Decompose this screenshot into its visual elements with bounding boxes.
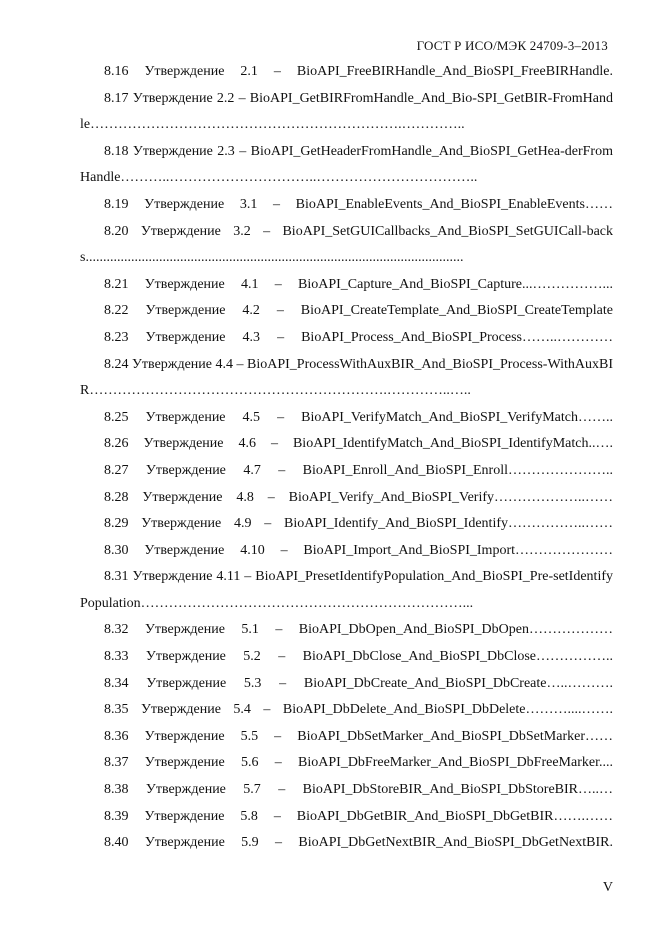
toc-entry: 8.31 Утверждение 4.11 – BioAPI_PresetIdentifyPopulation_And_BioSPI_Pre-setIdentifyPopulation……………………………………………………………... bbox=[80, 569, 613, 611]
toc-entry: 8.23 Утверждение 4.3 – BioAPI_Process_And_BioSPI_Process……..………… bbox=[104, 329, 613, 345]
toc-entry: 8.39 Утверждение 5.8 – BioAPI_DbGetBIR_And_BioSPI_DbGetBIR…….…… bbox=[104, 808, 613, 824]
toc-entry: 8.40 Утверждение 5.9 – BioAPI_DbGetNextBIR_And_BioSPI_DbGetNextBIR. bbox=[104, 835, 613, 851]
toc-entry: 8.27 Утверждение 4.7 – BioAPI_Enroll_And_BioSPI_Enroll………………….. bbox=[104, 462, 613, 478]
toc-entry: 8.22 Утверждение 4.2 – BioAPI_CreateTemplate_And_BioSPI_CreateTemplate bbox=[104, 303, 613, 319]
toc-entry: 8.18 Утверждение 2.3 – BioAPI_GetHeaderFromHandle_And_BioSPI_GetHea-derFromHandle………..…………………………..…………………………….. bbox=[80, 143, 613, 186]
page-number: V bbox=[602, 880, 613, 895]
toc-entry: 8.38 Утверждение 5.7 – BioAPI_DbStoreBIR_And_BioSPI_DbStoreBIR…..… bbox=[104, 782, 613, 798]
toc-entry: 8.17 Утверждение 2.2 – BioAPI_GetBIRFromHandle_And_Bio-SPI_GetBIR-FromHandle………………………………………………………….………….. bbox=[80, 90, 613, 133]
toc-entry: 8.28 Утверждение 4.8 – BioAPI_Verify_And_BioSPI_Verify………………..…… bbox=[104, 489, 613, 505]
toc-entry: 8.16 Утверждение 2.1 – BioAPI_FreeBIRHandle_And_BioSPI_FreeBIRHandle. bbox=[104, 64, 613, 79]
toc-entry: 8.24 Утверждение 4.4 – BioAPI_ProcessWithAuxBIR_And_BioSPI_Process-WithAuxBIR……………………………………………………….…………..….. bbox=[80, 356, 613, 399]
toc-entry: 8.25 Утверждение 4.5 – BioAPI_VerifyMatch_And_BioSPI_VerifyMatch…….. bbox=[104, 409, 613, 425]
toc-entry: 8.29 Утверждение 4.9 – BioAPI_Identify_And_BioSPI_Identify……………..…… bbox=[104, 516, 613, 532]
toc-entry: 8.26 Утверждение 4.6 – BioAPI_IdentifyMatch_And_BioSPI_IdentifyMatch..…. bbox=[104, 436, 613, 452]
toc-entry: 8.37 Утверждение 5.6 – BioAPI_DbFreeMarker_And_BioSPI_DbFreeMarker.... bbox=[104, 755, 613, 771]
toc-entry: 8.36 Утверждение 5.5 – BioAPI_DbSetMarker_And_BioSPI_DbSetMarker…… bbox=[104, 728, 613, 744]
toc-entry: 8.30 Утверждение 4.10 – BioAPI_Import_And_BioSPI_Import………………… bbox=[104, 542, 613, 558]
toc-entry: 8.34 Утверждение 5.3 – BioAPI_DbCreate_And_BioSPI_DbCreate…..………. bbox=[104, 675, 613, 691]
toc-entry: 8.20 Утверждение 3.2 – BioAPI_SetGUICallbacks_And_BioSPI_SetGUICall-backs............................................................................................................ bbox=[80, 223, 613, 266]
toc-entry: 8.32 Утверждение 5.1 – BioAPI_DbOpen_And_BioSPI_DbOpen……………… bbox=[104, 622, 613, 638]
page-header-standard: ГОСТ Р ИСО/МЭК 24709-3–2013 bbox=[416, 38, 608, 53]
table-of-contents bbox=[80, 59, 613, 857]
toc-entry: 8.35 Утверждение 5.4 – BioAPI_DbDelete_And_BioSPI_DbDelete………....……. bbox=[104, 702, 613, 718]
toc-entry: 8.33 Утверждение 5.2 – BioAPI_DbClose_And_BioSPI_DbClose…………….. bbox=[104, 649, 613, 665]
toc-entry: 8.19 Утверждение 3.1 – BioAPI_EnableEvents_And_BioSPI_EnableEvents…… bbox=[104, 196, 613, 212]
toc-entry: 8.21 Утверждение 4.1 – BioAPI_Capture_And_BioSPI_Capture...……………... bbox=[104, 276, 613, 292]
